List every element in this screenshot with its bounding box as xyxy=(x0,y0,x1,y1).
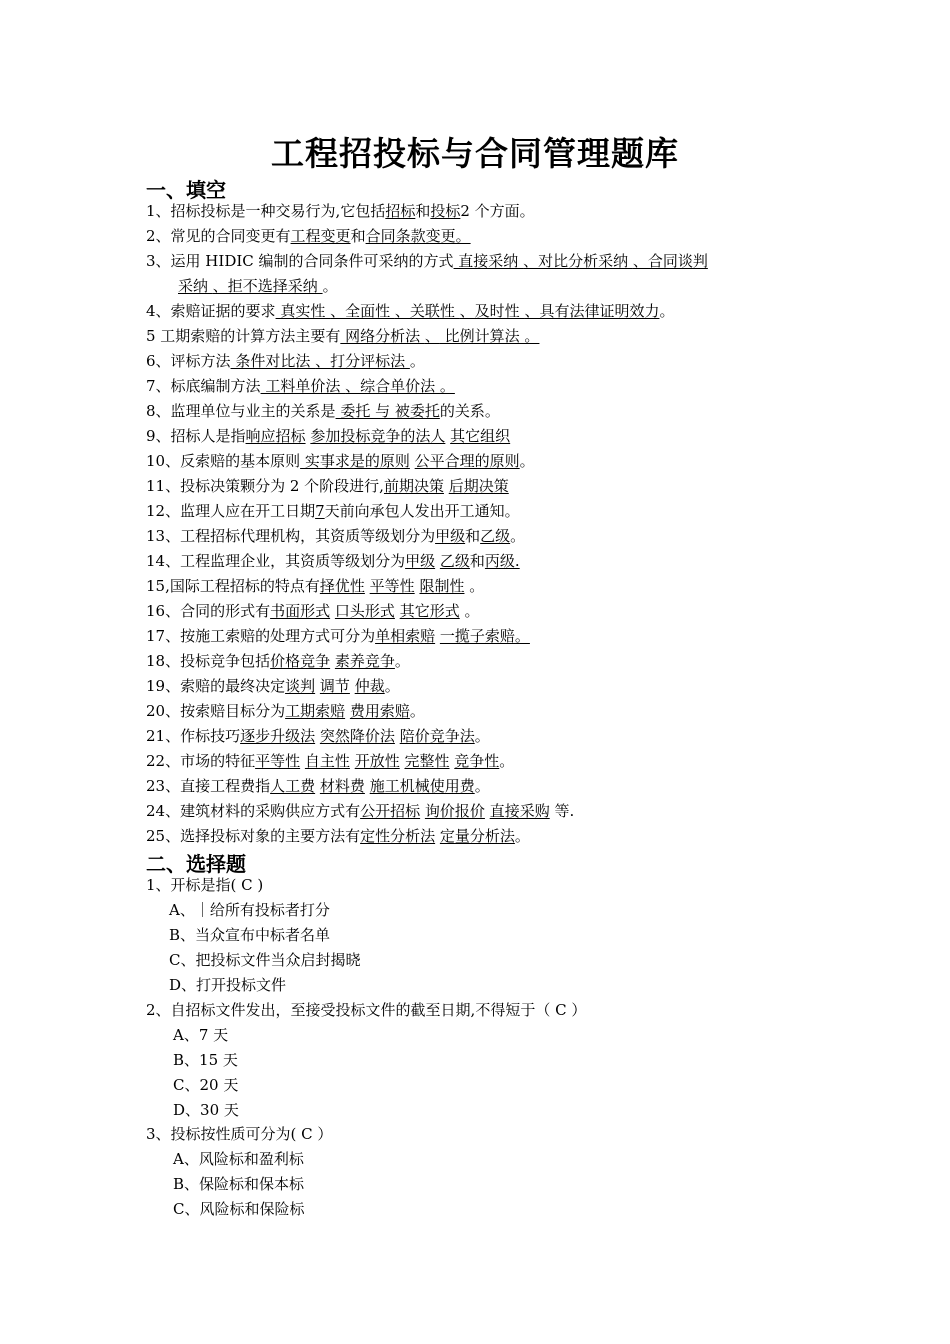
choice-option: C、20 天 xyxy=(173,1076,239,1094)
fill-question-13: 13、工程招标代理机构，其资质等级划分为甲级和乙级。 xyxy=(146,527,526,545)
fill-question-10: 10、反索赔的基本原则 实事求是的原则 公平合理的原则。 xyxy=(146,452,535,470)
section-heading-fill-in: 一、填空 xyxy=(146,178,226,202)
fill-question-24: 24、建筑材料的采购供应方式有公开招标 询价报价 直接采购 等. xyxy=(146,802,575,820)
choice-option: D、30 天 xyxy=(173,1101,239,1119)
fill-question-2: 2、常见的合同变更有工程变更和合同条款变更。 xyxy=(146,227,471,245)
fill-question-16: 16、合同的形式有书面形式 口头形式 其它形式 。 xyxy=(146,602,480,620)
fill-question-15: 15,国际工程招标的特点有择优性 平等性 限制性 。 xyxy=(146,577,485,595)
fill-question-18: 18、投标竞争包括价格竞争 素养竞争。 xyxy=(146,652,410,670)
fill-question-3-continued: 采纳 、拒不选择采纳 。 xyxy=(178,277,338,295)
choice-question-3: 3、投标按性质可分为( C ） xyxy=(146,1125,333,1143)
choice-option: B、保险标和保本标 xyxy=(173,1175,305,1193)
fill-question-12: 12、监理人应在开工日期7天前向承包人发出开工通知。 xyxy=(146,502,520,520)
choice-question-2: 2、自招标文件发出，至接受投标文件的截至日期,不得短于（ C ） xyxy=(146,1001,587,1019)
fill-question-22: 22、市场的特征平等性 自主性 开放性 完整性 竞争性。 xyxy=(146,752,515,770)
fill-question-25: 25、选择投标对象的主要方法有定性分析法 定量分析法。 xyxy=(146,827,530,845)
fill-question-17: 17、按施工索赔的处理方式可分为单相索赔 一揽子索赔。 xyxy=(146,627,530,645)
document-title: 工程招投标与合同管理题库 xyxy=(271,134,679,173)
fill-question-21: 21、作标技巧逐步升级法 突然降价法 陪价竞争法。 xyxy=(146,727,490,745)
section-heading-multiple-choice: 二、选择题 xyxy=(146,852,246,876)
fill-question-1: 1、招标投标是一种交易行为,它包括招标和投标2 个方面。 xyxy=(146,202,535,220)
choice-option: C、把投标文件当众启封揭晓 xyxy=(169,951,361,969)
choice-question-1: 1、开标是指( C ) xyxy=(146,876,264,894)
fill-question-6: 6、评标方法 条件对比法 、打分评标法 。 xyxy=(146,352,425,370)
choice-option: B、当众宣布中标者名单 xyxy=(169,926,331,944)
choice-option: C、风险标和保险标 xyxy=(173,1200,305,1218)
fill-question-23: 23、直接工程费指人工费 材料费 施工机械使用费。 xyxy=(146,777,490,795)
choice-option: B、15 天 xyxy=(173,1051,238,1069)
fill-question-3: 3、运用 HIDIC 编制的合同条件可采纳的方式 直接采纳 、对比分析采纳 、合同谈判 xyxy=(146,252,708,270)
fill-question-11: 11、投标决策颗分为 2 个阶段进行,前期决策 后期决策 xyxy=(146,477,509,495)
fill-question-7: 7、标底编制方法 工料单价法 、综合单价法 。 xyxy=(146,377,455,395)
choice-option: A、风险标和盈利标 xyxy=(173,1150,304,1168)
fill-question-4: 4、索赔证据的要求 真实性 、全面性 、关联性 、及时性 、具有法律证明效力。 xyxy=(146,302,675,320)
choice-option: A、7 天 xyxy=(173,1026,229,1044)
fill-question-20: 20、按索赔目标分为工期索赔 费用索赔。 xyxy=(146,702,425,720)
fill-question-9: 9、招标人是指响应招标 参加投标竞争的法人 其它组织 xyxy=(146,427,511,445)
choice-option: A、｜给所有投标者打分 xyxy=(169,901,330,919)
choice-option: D、打开投标文件 xyxy=(169,976,287,994)
fill-question-14: 14、工程监理企业，其资质等级划分为甲级 乙级和丙级. xyxy=(146,552,520,570)
fill-question-8: 8、监理单位与业主的关系是 委托 与 被委托的关系。 xyxy=(146,402,500,420)
fill-question-19: 19、索赔的最终决定谈判 调节 仲裁。 xyxy=(146,677,400,695)
fill-question-5: 5 工期索赔的计算方法主要有 网络分析法 、 比例计算法 。 xyxy=(146,327,540,345)
